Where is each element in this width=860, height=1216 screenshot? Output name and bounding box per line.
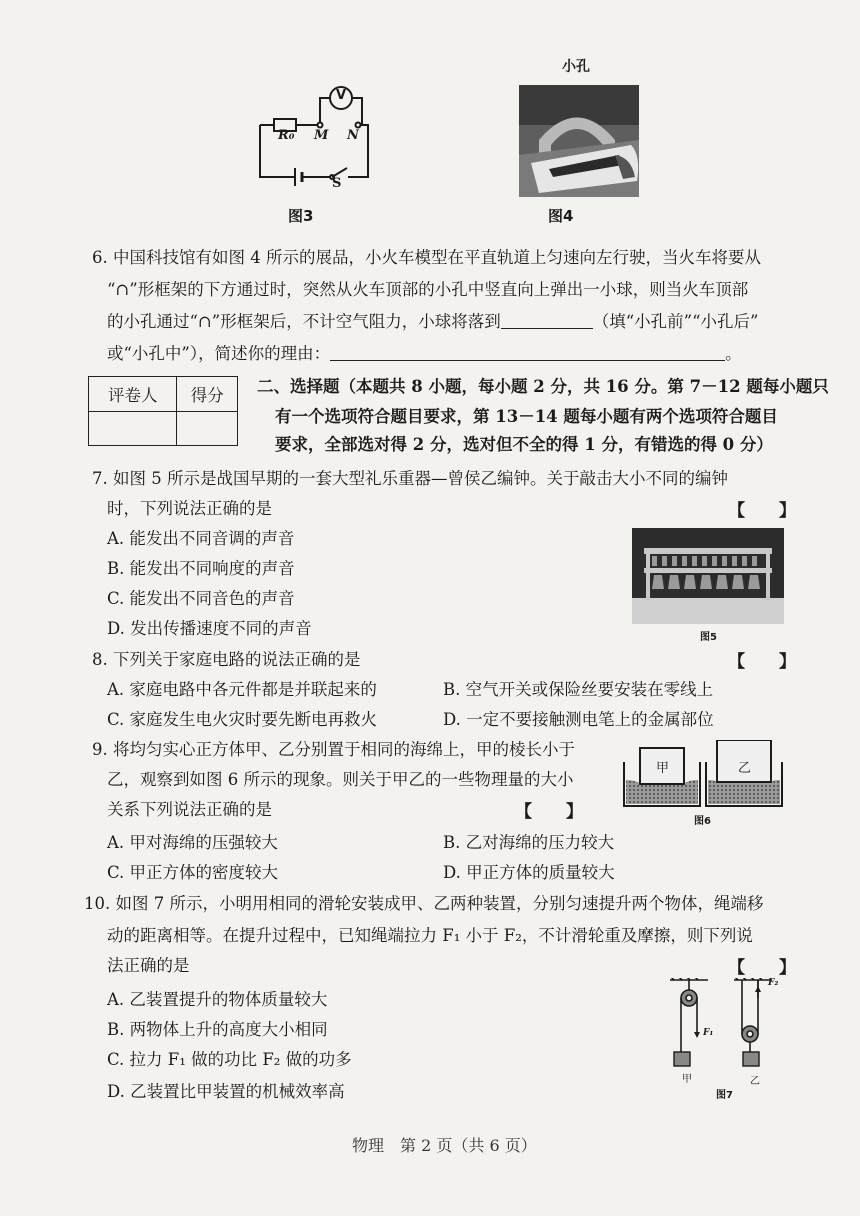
figure-6-sponges (620, 740, 786, 812)
q6-answer-blank-2[interactable] (330, 344, 725, 361)
q6-line-4-end: 。 (725, 344, 742, 363)
fig7-yi-label: 乙 (750, 1076, 760, 1087)
q7-option-c: C. 能发出不同音色的声音 (107, 589, 295, 608)
grader-cell[interactable] (89, 412, 177, 446)
q10-stem-2: 动的距离相等。在提升过程中，已知绳端拉力 F₁ 小于 F₂，不计滑轮重及摩擦，则下列说 (107, 926, 753, 945)
fig6-jia-label: 甲 (656, 761, 670, 776)
fig6-caption: 图6 (694, 816, 711, 827)
fig3-m-label: M (314, 128, 329, 143)
q9-option-c: C. 甲正方体的密度较大 (107, 863, 279, 882)
q8-stem: 8. 下列关于家庭电路的说法正确的是 (92, 650, 361, 669)
q7-option-a: A. 能发出不同音调的声音 (107, 529, 295, 548)
fig4-caption: 图4 (548, 207, 574, 225)
fig7-f2-label: F₂ (768, 978, 779, 988)
fig4-hole-label: 小孔 (562, 59, 590, 75)
q7-option-d: D. 发出传播速度不同的声音 (107, 619, 312, 638)
page-footer: 物理 第 2 页（共 6 页） (352, 1136, 537, 1155)
q6-line-3-text: 的小孔通过“∩”形框架后，不计空气阻力，小球将落到 (107, 312, 501, 331)
score-cell[interactable] (177, 412, 238, 446)
q9-stem-3: 关系下列说法正确的是 (107, 800, 272, 819)
q6-line-3 (107, 311, 758, 333)
q8-option-a: A. 家庭电路中各元件都是并联起来的 (107, 680, 377, 699)
q6-answer-blank-1[interactable] (501, 312, 593, 329)
fig3-r0-label: R₀ (278, 128, 295, 143)
q8-option-b: B. 空气开关或保险丝要安装在零线上 (443, 680, 714, 699)
q7-option-b: B. 能发出不同响度的声音 (107, 559, 295, 578)
q10-option-a: A. 乙装置提升的物体质量较大 (107, 990, 328, 1009)
fig3-s-label: S (332, 176, 342, 191)
figure-7-pulleys (668, 978, 784, 1083)
fig5-caption: 图5 (700, 632, 717, 643)
q10-stem-1: 10. 如图 7 所示，小明用相同的滑轮安装成甲、乙两种装置，分别匀速提升两个物体，绳端移 (84, 894, 764, 913)
q6-line-4-head: 或“小孔中”），简述你的理由： (107, 344, 331, 363)
q9-answer-bracket[interactable]: 【 】 (515, 802, 583, 822)
q6-line-3-tail: （填“小孔前”“小孔后” (592, 312, 759, 331)
figure-4-train-photo (519, 85, 639, 197)
score-table (88, 376, 238, 446)
q6-line-1: 6. 中国科技馆有如图 4 所示的展品，小火车模型在平直轨道上匀速向左行驶，当火车将要从 (92, 248, 761, 267)
figure-5-bells-photo (632, 528, 784, 624)
fig6-yi-label: 乙 (738, 761, 752, 776)
q9-option-d: D. 甲正方体的质量较大 (443, 863, 615, 882)
score-table-grader: 评卷人 (89, 377, 177, 412)
fig7-caption: 图7 (716, 1090, 733, 1101)
score-table-score: 得分 (177, 377, 238, 412)
q6-line-4 (107, 343, 742, 365)
q9-option-b: B. 乙对海绵的压力较大 (443, 833, 615, 852)
q8-option-d: D. 一定不要接触测电笔上的金属部位 (443, 710, 714, 729)
fig3-caption: 图3 (288, 207, 314, 225)
q9-stem-2: 乙，观察到如图 6 所示的现象。则关于甲乙的一些物理量的大小 (107, 770, 574, 789)
q10-option-b: B. 两物体上升的高度大小相同 (107, 1020, 328, 1039)
q7-stem-2: 时，下列说法正确的是 (107, 499, 272, 518)
section2-line-3: 要求，全部选对得 2 分，选对但不全的得 1 分，有错选的得 0 分） (275, 435, 773, 454)
q7-answer-bracket[interactable]: 【 】 (728, 501, 796, 521)
fig7-jia-label: 甲 (682, 1074, 692, 1085)
q7-stem-1: 7. 如图 5 所示是战国早期的一套大型礼乐重器—曾侯乙编钟。关于敲击大小不同的编钟 (92, 469, 728, 488)
q9-stem-1: 9. 将均匀实心正方体甲、乙分别置于相同的海绵上，甲的棱长小于 (92, 740, 575, 759)
q10-option-d: D. 乙装置比甲装置的机械效率高 (107, 1082, 345, 1101)
q8-answer-bracket[interactable]: 【 】 (728, 652, 796, 672)
q6-line-2: “∩”形框架的下方通过时，突然从火车顶部的小孔中竖直向上弹出一小球，则当火车顶部 (107, 280, 749, 299)
q10-stem-3: 法正确的是 (107, 956, 190, 975)
q10-answer-bracket[interactable]: 【 】 (728, 958, 796, 978)
fig3-n-label: N (347, 128, 359, 143)
fig7-f1-label: F₁ (703, 1028, 714, 1038)
fig3-voltmeter-label: V (336, 88, 347, 103)
q9-option-a: A. 甲对海绵的压强较大 (107, 833, 278, 852)
q10-option-c: C. 拉力 F₁ 做的功比 F₂ 做的功多 (107, 1050, 352, 1069)
section2-line-2: 有一个选项符合题目要求，第 13－14 题每小题有两个选项符合题目 (275, 407, 778, 426)
q8-option-c: C. 家庭发生电火灾时要先断电再救火 (107, 710, 378, 729)
section2-line-1: 二、选择题（本题共 8 小题，每小题 2 分，共 16 分。第 7－12 题每小题只 (257, 377, 829, 396)
